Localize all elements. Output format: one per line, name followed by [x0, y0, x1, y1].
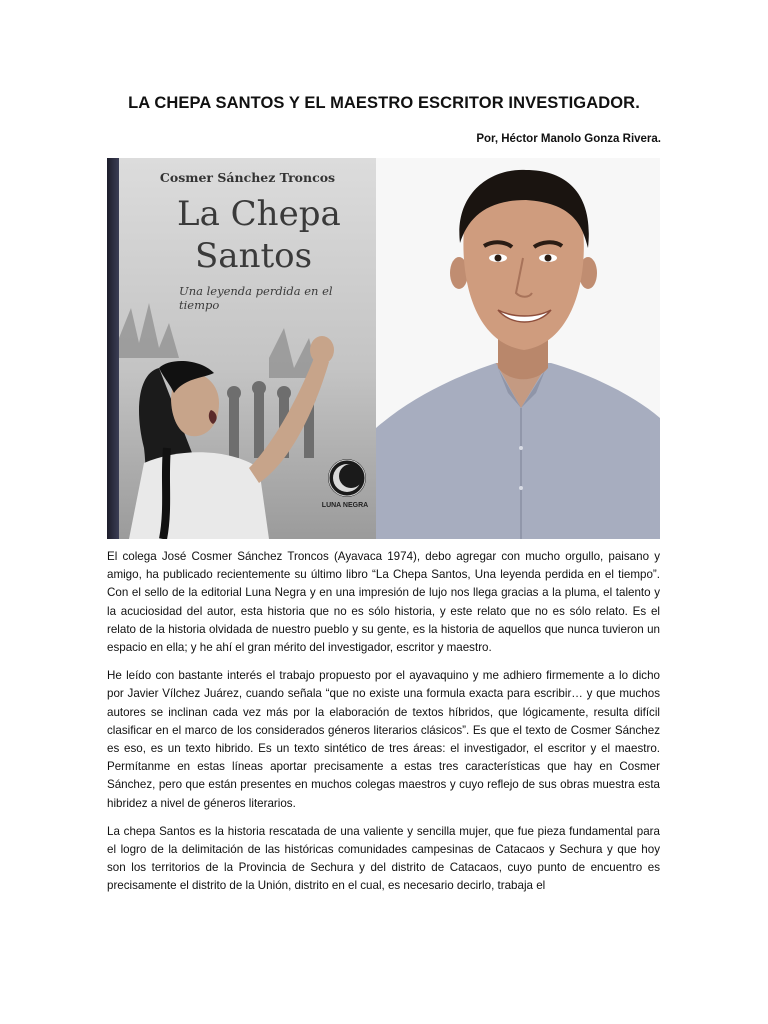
author-photo	[376, 158, 660, 539]
book-author: Cosmer Sánchez Troncos	[159, 170, 336, 185]
page-title: LA CHEPA SANTOS Y EL MAESTRO ESCRITOR INVESTIGADOR.	[128, 94, 640, 112]
paragraph: La chepa Santos es la historia rescatada de una valiente y sencilla mujer, que fue pieza fundamental para el logro de la delimitación de las históricas comunidades campesinas de Catacaos y Sechura y que hoy son los territorios de la Provincia de Sechura y del distrito de Catacaos, cuyo punto de encuentro es precisamente el distrito de la Unión, distrito en el cual, es necesario decirlo, trabaja el	[107, 824, 660, 893]
book-title-line1: La Chepa	[177, 194, 341, 234]
book-cover-image	[107, 158, 376, 539]
byline: Por, Héctor Manolo Gonza Rivera.	[476, 133, 661, 145]
paragraph: El colega José Cosmer Sánchez Troncos (Ayavaca 1974), debo agregar con mucho orgullo, paisano y amigo, ha publicado recientemente su último libro “La Chepa Santos, Una leyenda perdida en el tiempo”. Con el sello de la editorial Luna Negra y en una impresión de lujo nos llega gracias a la pluma, el talento y la acuciosidad del autor, esta historia que no es sólo historia, y este relato que no es sólo relato. Es el relato de la historia olvidada de nuestro pueblo y su gente, es la historia de aquellos que nunca tuvieron un espacio en ella; y he ahí el gran mérito del investigador, escritor y maestro.	[107, 550, 660, 655]
header-photo	[107, 158, 660, 539]
book-subtitle: Una leyenda perdida en el tiempo	[179, 284, 333, 312]
paragraph: He leído con bastante interés el trabajo propuesto por el ayavaquino y me adhiero firmemente a lo dicho por Javier Vílchez Juárez, cuando señala “que no existe una formula exacta para escribir… y que muchos autores se inclinan cada vez más por la elaboración de textos híbridos, que lógicamente, resulta difícil clasificar en el marco de los considerados géneros literarios clásicos”. Es que el texto de Cosmer Sánchez es eso, es un texto hibrido. Es un texto sintético de tres áreas: el investigador, el escritor y el maestro. Permítanme en estas líneas aportar precisamente a estas tres características que hay en Cosmer Sánchez, pero que están presentes en muchos colegas maestros y cuyo reflejo de sus obras muestra esta hibridez a nivel de géneros literarios.	[107, 669, 660, 810]
book-spine	[107, 158, 119, 539]
publisher-logo	[327, 458, 367, 498]
article-body	[107, 548, 660, 906]
book-title-line2: Santos	[195, 236, 313, 276]
publisher-name: LUNA NEGRA	[321, 502, 369, 509]
